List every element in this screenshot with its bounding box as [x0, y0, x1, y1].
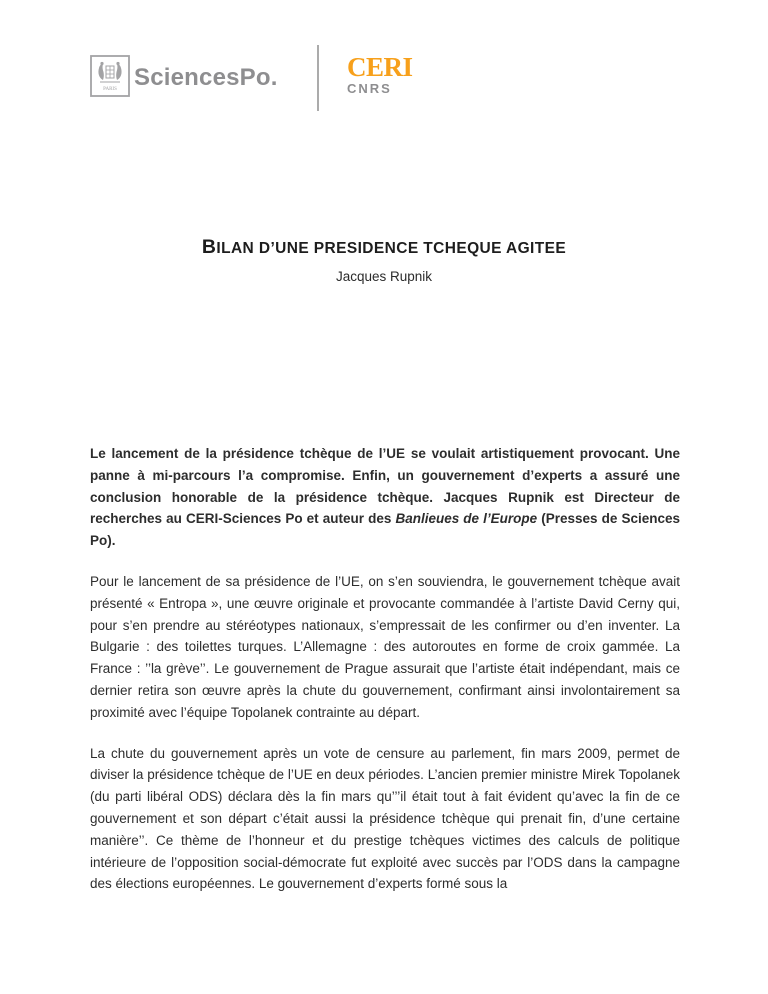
body-paragraph-1: Pour le lancement de sa présidence de l’UE, on s’en souviendra, le gouvernement tchèque avait présenté « Entropa », une œuvre originale et provocante commandée à l’artiste David Cerny qui, pour s’en prendre au stéréotypes nationaux, s’empressait de les confirmer ou d’en inventer. La Bulgarie : des toilettes turques. L’Allemagne : des autoroutes en forme de croix gammée. La France : ’’la grève’’. Le gouvernement de Prague assurait que l’artiste était indépendant, mais ce dernier retira son œuvre après la chute du gouvernement, confirmant ainsi involontairement sa proximité avec l’équipe Topolanek contrainte au départ. — [90, 573, 680, 720]
intro-segment-1: Le lancement de la présidence tchèque de l’UE se voulait artistiquement provocant. Une panne à mi-parcours l’a compromise. Enfin, un gouvernement d’experts a assuré une conclusion honorable de la présidence tchèque. Jacques Rupnik est Directeur de recherches au CERI-Sciences Po et auteur des — [90, 446, 680, 527]
crest-paris-label: PARIS — [103, 87, 117, 92]
sciencespo-crest-icon — [90, 55, 130, 97]
ceri-label: CERI — [347, 52, 413, 82]
sciencespo-wordmark: SciencesPo. — [134, 64, 278, 91]
logo-divider — [317, 45, 319, 111]
article-body — [90, 443, 680, 914]
intro-segment-3: (Presses de Sciences Po). — [90, 511, 680, 549]
cnrs-label: CNRS — [347, 81, 392, 96]
page-title: BILAN D’UNE PRESIDENCE TCHEQUE AGITEE — [201, 236, 567, 258]
header-logos — [0, 0, 768, 130]
title-block — [0, 236, 768, 284]
intro-paragraph — [90, 443, 680, 552]
body-paragraph-2: La chute du gouvernement après un vote de censure au parlement, fin mars 2009, permet de diviser la présidence tchèque de l’UE en deux périodes. L’ancien premier ministre Mirek Topolanek (du parti libéral ODS) déclara dès la fin mars qu’’’il était tout à fait évident qu’avec la fin de ce gouvernement et son départ c’était aussi la présidence tchèque qui prenait fin, d’une certaine manière’’. Ce thème de l’honneur et du prestige tchèques victimes des calculs de politique intérieure de l’opposition social-démocrate fut exploité avec succès par l’ODS dans la campagne des élections européennes. Le gouvernement d’experts formé sous la — [90, 745, 680, 892]
author-name: Jacques Rupnik — [335, 269, 433, 284]
ceri-cnrs-logo — [347, 53, 413, 96]
intro-book-title: Banlieues de l’Europe — [395, 511, 538, 527]
